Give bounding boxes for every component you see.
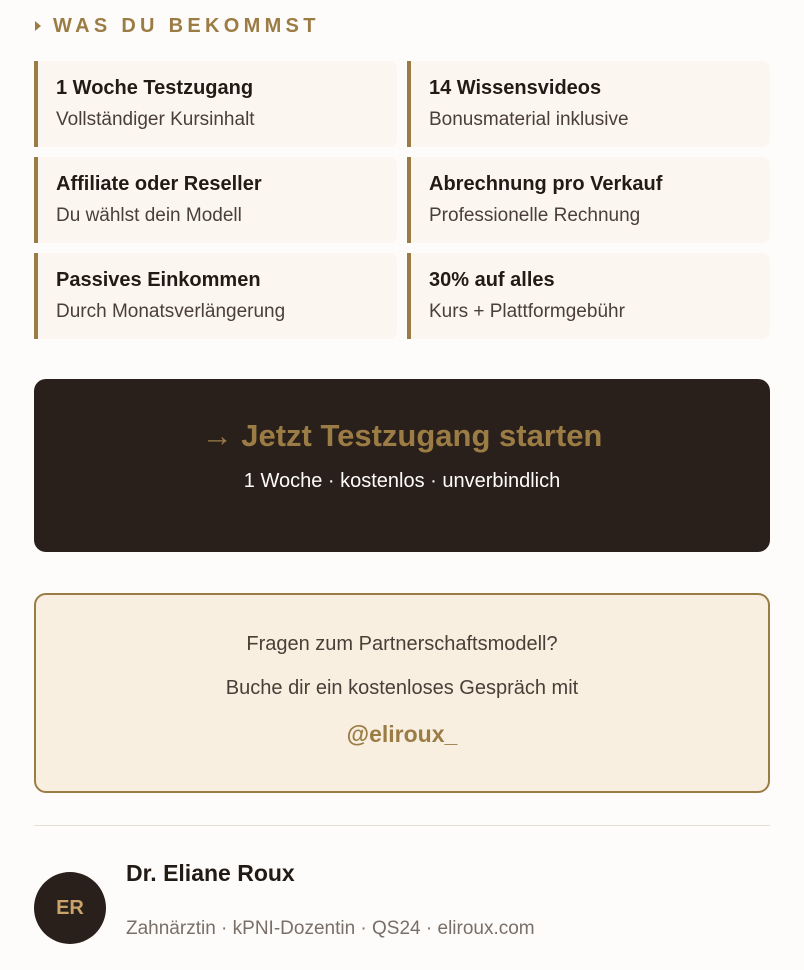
feature-title: Passives Einkommen (56, 269, 261, 291)
feature-title: 14 Wissensvideos (429, 77, 602, 99)
divider (34, 825, 770, 826)
contact-box (34, 593, 770, 793)
feature-title: Abrechnung pro Verkauf (429, 173, 663, 195)
contact-text: Buche dir ein kostenloses Gespräch mit (225, 677, 579, 699)
feature-card (407, 253, 770, 339)
cta-label: → Jetzt Testzugang starten (201, 418, 603, 453)
feature-title: 30% auf alles (429, 269, 555, 291)
feature-desc: Durch Monatsverlängerung (56, 301, 286, 322)
feature-desc: Professionelle Rechnung (429, 205, 641, 226)
avatar: ER (34, 872, 106, 944)
contact-question: Fragen zum Partnerschaftsmodell? (246, 633, 558, 655)
feature-title: 1 Woche Testzugang (56, 77, 254, 99)
section-header (35, 12, 320, 40)
caret-right-icon (35, 21, 41, 31)
feature-card (34, 253, 397, 339)
feature-card (34, 157, 397, 243)
author-meta: Zahnärztin · kPNI-Dozentin · QS24 · eliroux.com (126, 918, 535, 939)
feature-card (34, 61, 397, 147)
feature-card (407, 61, 770, 147)
feature-card (407, 157, 770, 243)
section-title: WAS DU BEKOMMST (53, 14, 320, 37)
author-name: Dr. Eliane Roux (126, 860, 295, 886)
features-grid (34, 61, 770, 339)
feature-title: Affiliate oder Reseller (56, 173, 262, 195)
feature-desc: Bonusmaterial inklusive (429, 109, 629, 130)
instagram-handle-link[interactable]: @eliroux_ (346, 721, 458, 747)
feature-desc: Kurs + Plattformgebühr (429, 301, 625, 322)
cta-subtitle: 1 Woche · kostenlos · unverbindlich (243, 470, 561, 492)
start-trial-button[interactable] (34, 379, 770, 552)
feature-desc: Vollständiger Kursinhalt (56, 109, 255, 130)
feature-desc: Du wählst dein Modell (56, 205, 242, 226)
